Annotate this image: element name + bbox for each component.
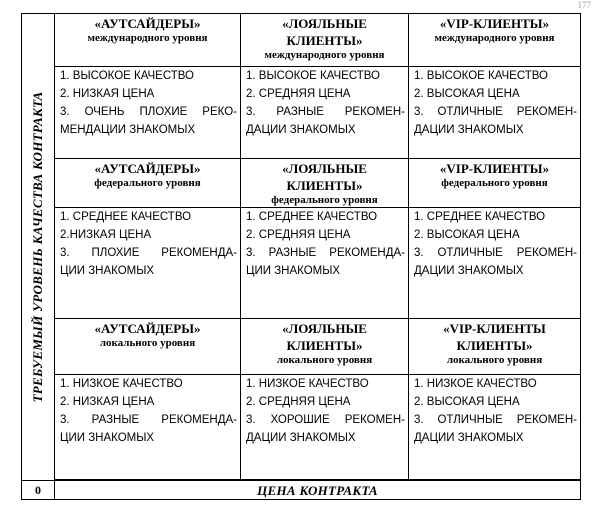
criteria-line: 2. ВЫСОКАЯ ЦЕНА — [414, 396, 520, 408]
criteria-line: 1. СРЕДНЕЕ КАЧЕСТВО — [60, 211, 192, 223]
cell-heading — [55, 15, 240, 45]
cell-criteria — [60, 208, 237, 280]
cell-loyal-international — [241, 14, 409, 159]
matrix-grid — [55, 14, 580, 480]
cell-criteria — [414, 67, 577, 139]
cell-vip-federal — [409, 159, 580, 319]
segment-title: «VIP-КЛИЕНТЫ — [443, 321, 546, 336]
criteria-line: ДАЦИИ ЗНАКОМЫХ — [414, 432, 524, 444]
criteria-word: РЕКО- — [202, 106, 237, 118]
segment-title: «ЛОЯЛЬНЫЕ — [282, 16, 367, 31]
criteria-line — [414, 244, 577, 262]
criteria-word: 3. — [246, 414, 256, 426]
matrix-table — [21, 13, 581, 500]
cell-vip-local — [409, 319, 580, 480]
criteria-word: 3. — [246, 247, 256, 259]
criteria-word: ХОРОШИЕ — [270, 414, 330, 426]
criteria-line: 2. ВЫСОКАЯ ЦЕНА — [414, 88, 520, 100]
criteria-line — [60, 103, 237, 121]
segment-title: «АУТСАЙДЕРЫ» — [94, 161, 201, 176]
cell-loyal-federal — [241, 159, 409, 319]
segment-title: КЛИЕНТЫ» — [286, 338, 363, 353]
cell-heading — [241, 15, 408, 62]
criteria-word: 3. — [60, 247, 70, 259]
cell-heading — [241, 160, 408, 207]
criteria-word: ПЛОХИЕ — [139, 106, 188, 118]
criteria-line: 1. ВЫСОКОЕ КАЧЕСТВО — [414, 70, 549, 82]
segment-level: локального уровня — [99, 337, 196, 349]
segment-level: федерального уровня — [94, 177, 201, 189]
criteria-word: ОТЛИЧНЫЕ — [437, 247, 503, 259]
page-number: 177 — [577, 0, 591, 10]
criteria-word: 3. — [414, 247, 424, 259]
criteria-line: 2. СРЕДНЯЯ ЦЕНА — [246, 229, 351, 241]
cell-vip-international — [409, 14, 580, 159]
criteria-word: РЕКОМЕН- — [344, 414, 405, 426]
criteria-line: 1. НИЗКОЕ КАЧЕСТВО — [414, 378, 537, 390]
criteria-line — [246, 244, 405, 262]
criteria-word: РАЗНЫЕ — [276, 106, 324, 118]
criteria-line: 1. НИЗКОЕ КАЧЕСТВО — [60, 378, 183, 390]
cell-outsiders-federal — [55, 159, 241, 319]
cell-outsiders-international — [55, 14, 241, 159]
y-axis-column — [22, 14, 55, 480]
segment-title: «АУТСАЙДЕРЫ» — [94, 16, 201, 31]
criteria-line: 2.НИЗКАЯ ЦЕНА — [60, 229, 152, 241]
criteria-line: 1. НИЗКОЕ КАЧЕСТВО — [246, 378, 369, 390]
criteria-line — [414, 411, 577, 429]
criteria-word: ОЧЕНЬ — [84, 106, 125, 118]
criteria-line: 1. СРЕДНЕЕ КАЧЕСТВО — [414, 211, 546, 223]
criteria-word: 3. — [60, 106, 70, 118]
criteria-line: 2. НИЗКАЯ ЦЕНА — [60, 396, 155, 408]
cell-criteria — [60, 67, 237, 139]
criteria-word: РЕКОМЕНДА- — [161, 414, 237, 426]
cell-outsiders-local — [55, 319, 241, 480]
criteria-word: РЕКОМЕН- — [516, 414, 577, 426]
criteria-line: 2. СРЕДНЯЯ ЦЕНА — [246, 88, 351, 100]
segment-title: КЛИЕНТЫ» — [456, 338, 533, 353]
criteria-word: ПЛОХИЕ — [91, 247, 140, 259]
segment-title: «ЛОЯЛЬНЫЕ — [282, 321, 367, 336]
criteria-line: 1. СРЕДНЕЕ КАЧЕСТВО — [246, 211, 378, 223]
criteria-word: 3. — [414, 106, 424, 118]
criteria-line — [60, 411, 237, 429]
criteria-word: РЕКОМЕН- — [344, 106, 405, 118]
cell-heading — [55, 160, 240, 190]
y-axis-label: ТРЕБУЕМЫЙ УРОВЕНЬ КАЧЕСТВА КОНТРАКТА — [30, 91, 45, 403]
segment-title: КЛИЕНТЫ» — [286, 178, 363, 193]
criteria-word: 3. — [414, 414, 424, 426]
segment-level: международного уровня — [434, 32, 555, 44]
segment-title: КЛИЕНТЫ» — [286, 33, 363, 48]
criteria-word: 3. — [246, 106, 256, 118]
criteria-word: РАЗНЫЕ — [91, 414, 140, 426]
x-axis-row — [22, 480, 580, 500]
criteria-line: ДАЦИИ ЗНАКОМЫХ — [246, 124, 356, 136]
criteria-line: 2. НИЗКАЯ ЦЕНА — [60, 88, 155, 100]
criteria-line — [60, 244, 237, 262]
criteria-word: РЕКОМЕН- — [516, 106, 577, 118]
criteria-line — [414, 103, 577, 121]
segment-title: «АУТСАЙДЕРЫ» — [94, 321, 201, 336]
criteria-line: ДАЦИИ ЗНАКОМЫХ — [414, 124, 524, 136]
criteria-word: РЕКОМЕН- — [516, 247, 577, 259]
cell-criteria — [246, 208, 405, 280]
criteria-line — [246, 103, 405, 121]
cell-heading — [55, 320, 240, 350]
cell-heading — [241, 320, 408, 367]
criteria-word: РЕКОМЕНДА- — [329, 247, 405, 259]
segment-title: «VIP-КЛИЕНТЫ» — [439, 16, 550, 31]
criteria-line: ДАЦИИ ЗНАКОМЫХ — [246, 432, 356, 444]
criteria-word: ОТЛИЧНЫЕ — [437, 106, 503, 118]
cell-criteria — [414, 375, 577, 447]
cell-criteria — [246, 375, 405, 447]
x-axis-label: ЦЕНА КОНТРАКТА — [257, 483, 378, 498]
cell-heading — [409, 15, 580, 45]
segment-level: международного уровня — [264, 49, 385, 61]
segment-level: федерального уровня — [441, 177, 548, 189]
criteria-line: ДАЦИИ ЗНАКОМЫХ — [414, 265, 524, 277]
criteria-word: 3. — [60, 414, 70, 426]
criteria-word: ОТЛИЧНЫЕ — [437, 414, 503, 426]
criteria-line: ЦИИ ЗНАКОМЫХ — [60, 265, 155, 277]
criteria-line — [246, 411, 405, 429]
criteria-line: ЦИИ ЗНАКОМЫХ — [60, 432, 155, 444]
criteria-word: РАЗНЫЕ — [268, 247, 317, 259]
criteria-line: 1. ВЫСОКОЕ КАЧЕСТВО — [246, 70, 381, 82]
cell-criteria — [60, 375, 237, 447]
segment-level: локального уровня — [446, 354, 543, 366]
criteria-line: МЕНДАЦИИ ЗНАКОМЫХ — [60, 124, 196, 136]
criteria-line: 2. ВЫСОКАЯ ЦЕНА — [414, 229, 520, 241]
segment-level: международного уровня — [87, 32, 208, 44]
segment-level: локального уровня — [276, 354, 373, 366]
criteria-line: 1. ВЫСОКОЕ КАЧЕСТВО — [60, 70, 195, 82]
criteria-line: ЦИИ ЗНАКОМЫХ — [246, 265, 341, 277]
cell-heading — [409, 320, 580, 367]
criteria-word: РЕКОМЕНДА- — [161, 247, 237, 259]
criteria-line: 2. СРЕДНЯЯ ЦЕНА — [246, 396, 351, 408]
cell-criteria — [414, 208, 577, 280]
segment-level: федерального уровня — [271, 194, 378, 206]
cell-loyal-local — [241, 319, 409, 480]
cell-heading — [409, 160, 580, 190]
segment-title: «VIP-КЛИЕНТЫ» — [439, 161, 550, 176]
segment-title: «ЛОЯЛЬНЫЕ — [282, 161, 367, 176]
origin-label: 0 — [22, 481, 55, 500]
cell-criteria — [246, 67, 405, 139]
